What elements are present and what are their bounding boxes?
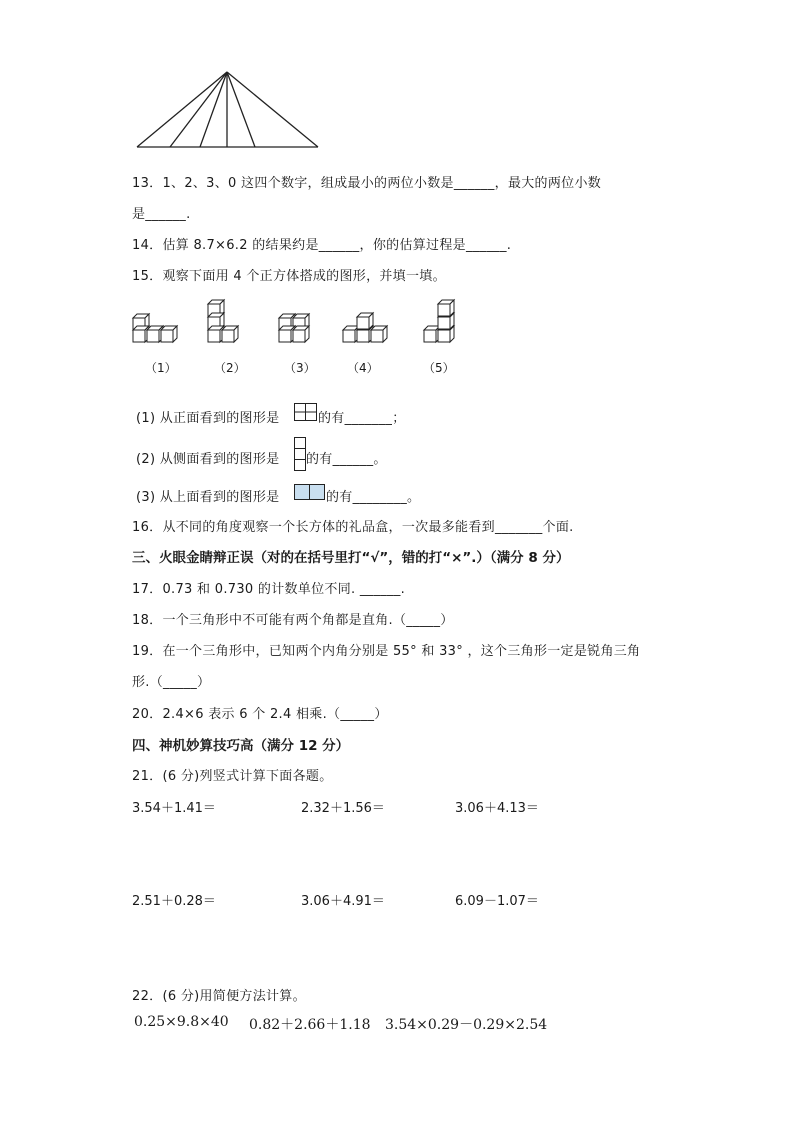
question-20: 20．2.4×6 表示 6 个 2.4 相乘.（_____） — [132, 707, 388, 722]
question-14: 14．估算 8.7×6.2 的结果约是______，你的估算过程是______. — [132, 238, 512, 253]
q15-sub1-prefix: (1) 从正面看到的图形是 — [136, 411, 280, 426]
cube-figure-5 — [424, 300, 454, 342]
simplify-item: 0.82＋2.66＋1.18 — [249, 1017, 371, 1033]
top-view-shape — [294, 484, 326, 502]
question-15-stem: 15．观察下面用 4 个正方体搭成的图形，并填一填。 — [132, 269, 446, 284]
figure-label-1: （1） — [145, 361, 177, 375]
question-19-line1: 19．在一个三角形中，已知两个内角分别是 55° 和 33° ，这个三角形一定是锐角三角 — [132, 644, 641, 659]
question-16: 16．从不同的角度观察一个长方体的礼品盒，一次最多能看到_______个面. — [132, 520, 574, 535]
question-13-line2: 是______. — [132, 207, 191, 222]
calc-item: 3.54＋1.41＝ — [132, 801, 216, 816]
question-17: 17．0.73 和 0.730 的计数单位不同. ______. — [132, 582, 406, 597]
front-view-shape — [294, 403, 320, 423]
figure-label-3: （3） — [284, 361, 316, 375]
calc-item: 2.32＋1.56＝ — [301, 801, 385, 816]
q15-sub2-suffix: 的有______。 — [306, 452, 387, 467]
simplify-item: 3.54×0.29－0.29×2.54 — [385, 1017, 548, 1033]
q15-sub3-prefix: (3) 从上面看到的图形是 — [136, 490, 280, 505]
question-18: 18．一个三角形中不可能有两个角都是直角.（_____） — [132, 613, 454, 628]
figure-label-5: （5） — [423, 361, 455, 375]
section-3-heading: 三、火眼金睛辩正误（对的在括号里打“√”，错的打“×”.）（满分 8 分） — [132, 550, 570, 566]
q15-sub1-suffix: 的有_______； — [318, 411, 406, 426]
cube-figure-4 — [343, 313, 387, 342]
cube-figure-3 — [279, 314, 309, 342]
calc-item: 2.51＋0.28＝ — [132, 894, 216, 909]
figure-label-2: （2） — [214, 361, 246, 375]
cube-figures — [0, 0, 794, 360]
cube-figure-1 — [133, 314, 177, 342]
question-19-line2: 形.（_____） — [132, 675, 211, 690]
calc-item: 6.09－1.07＝ — [455, 894, 539, 909]
calc-item: 3.06＋4.13＝ — [455, 801, 539, 816]
q15-sub2-prefix: (2) 从侧面看到的图形是 — [136, 452, 280, 467]
simplify-item: 0.25×9.8×40 — [134, 1014, 229, 1030]
q15-sub3-suffix: 的有________。 — [326, 490, 421, 505]
calc-item: 3.06＋4.91＝ — [301, 894, 385, 909]
question-13-line1: 13．1、2、3、0 这四个数字，组成最小的两位小数是______，最大的两位小数 — [132, 176, 602, 191]
cube-figure-2 — [208, 300, 238, 342]
figure-label-4: （4） — [347, 361, 379, 375]
question-21-stem: 21．(6 分)列竖式计算下面各题。 — [132, 769, 333, 784]
question-22-stem: 22．(6 分)用简便方法计算。 — [132, 989, 306, 1004]
section-4-heading: 四、神机妙算技巧高（满分 12 分） — [132, 738, 350, 754]
